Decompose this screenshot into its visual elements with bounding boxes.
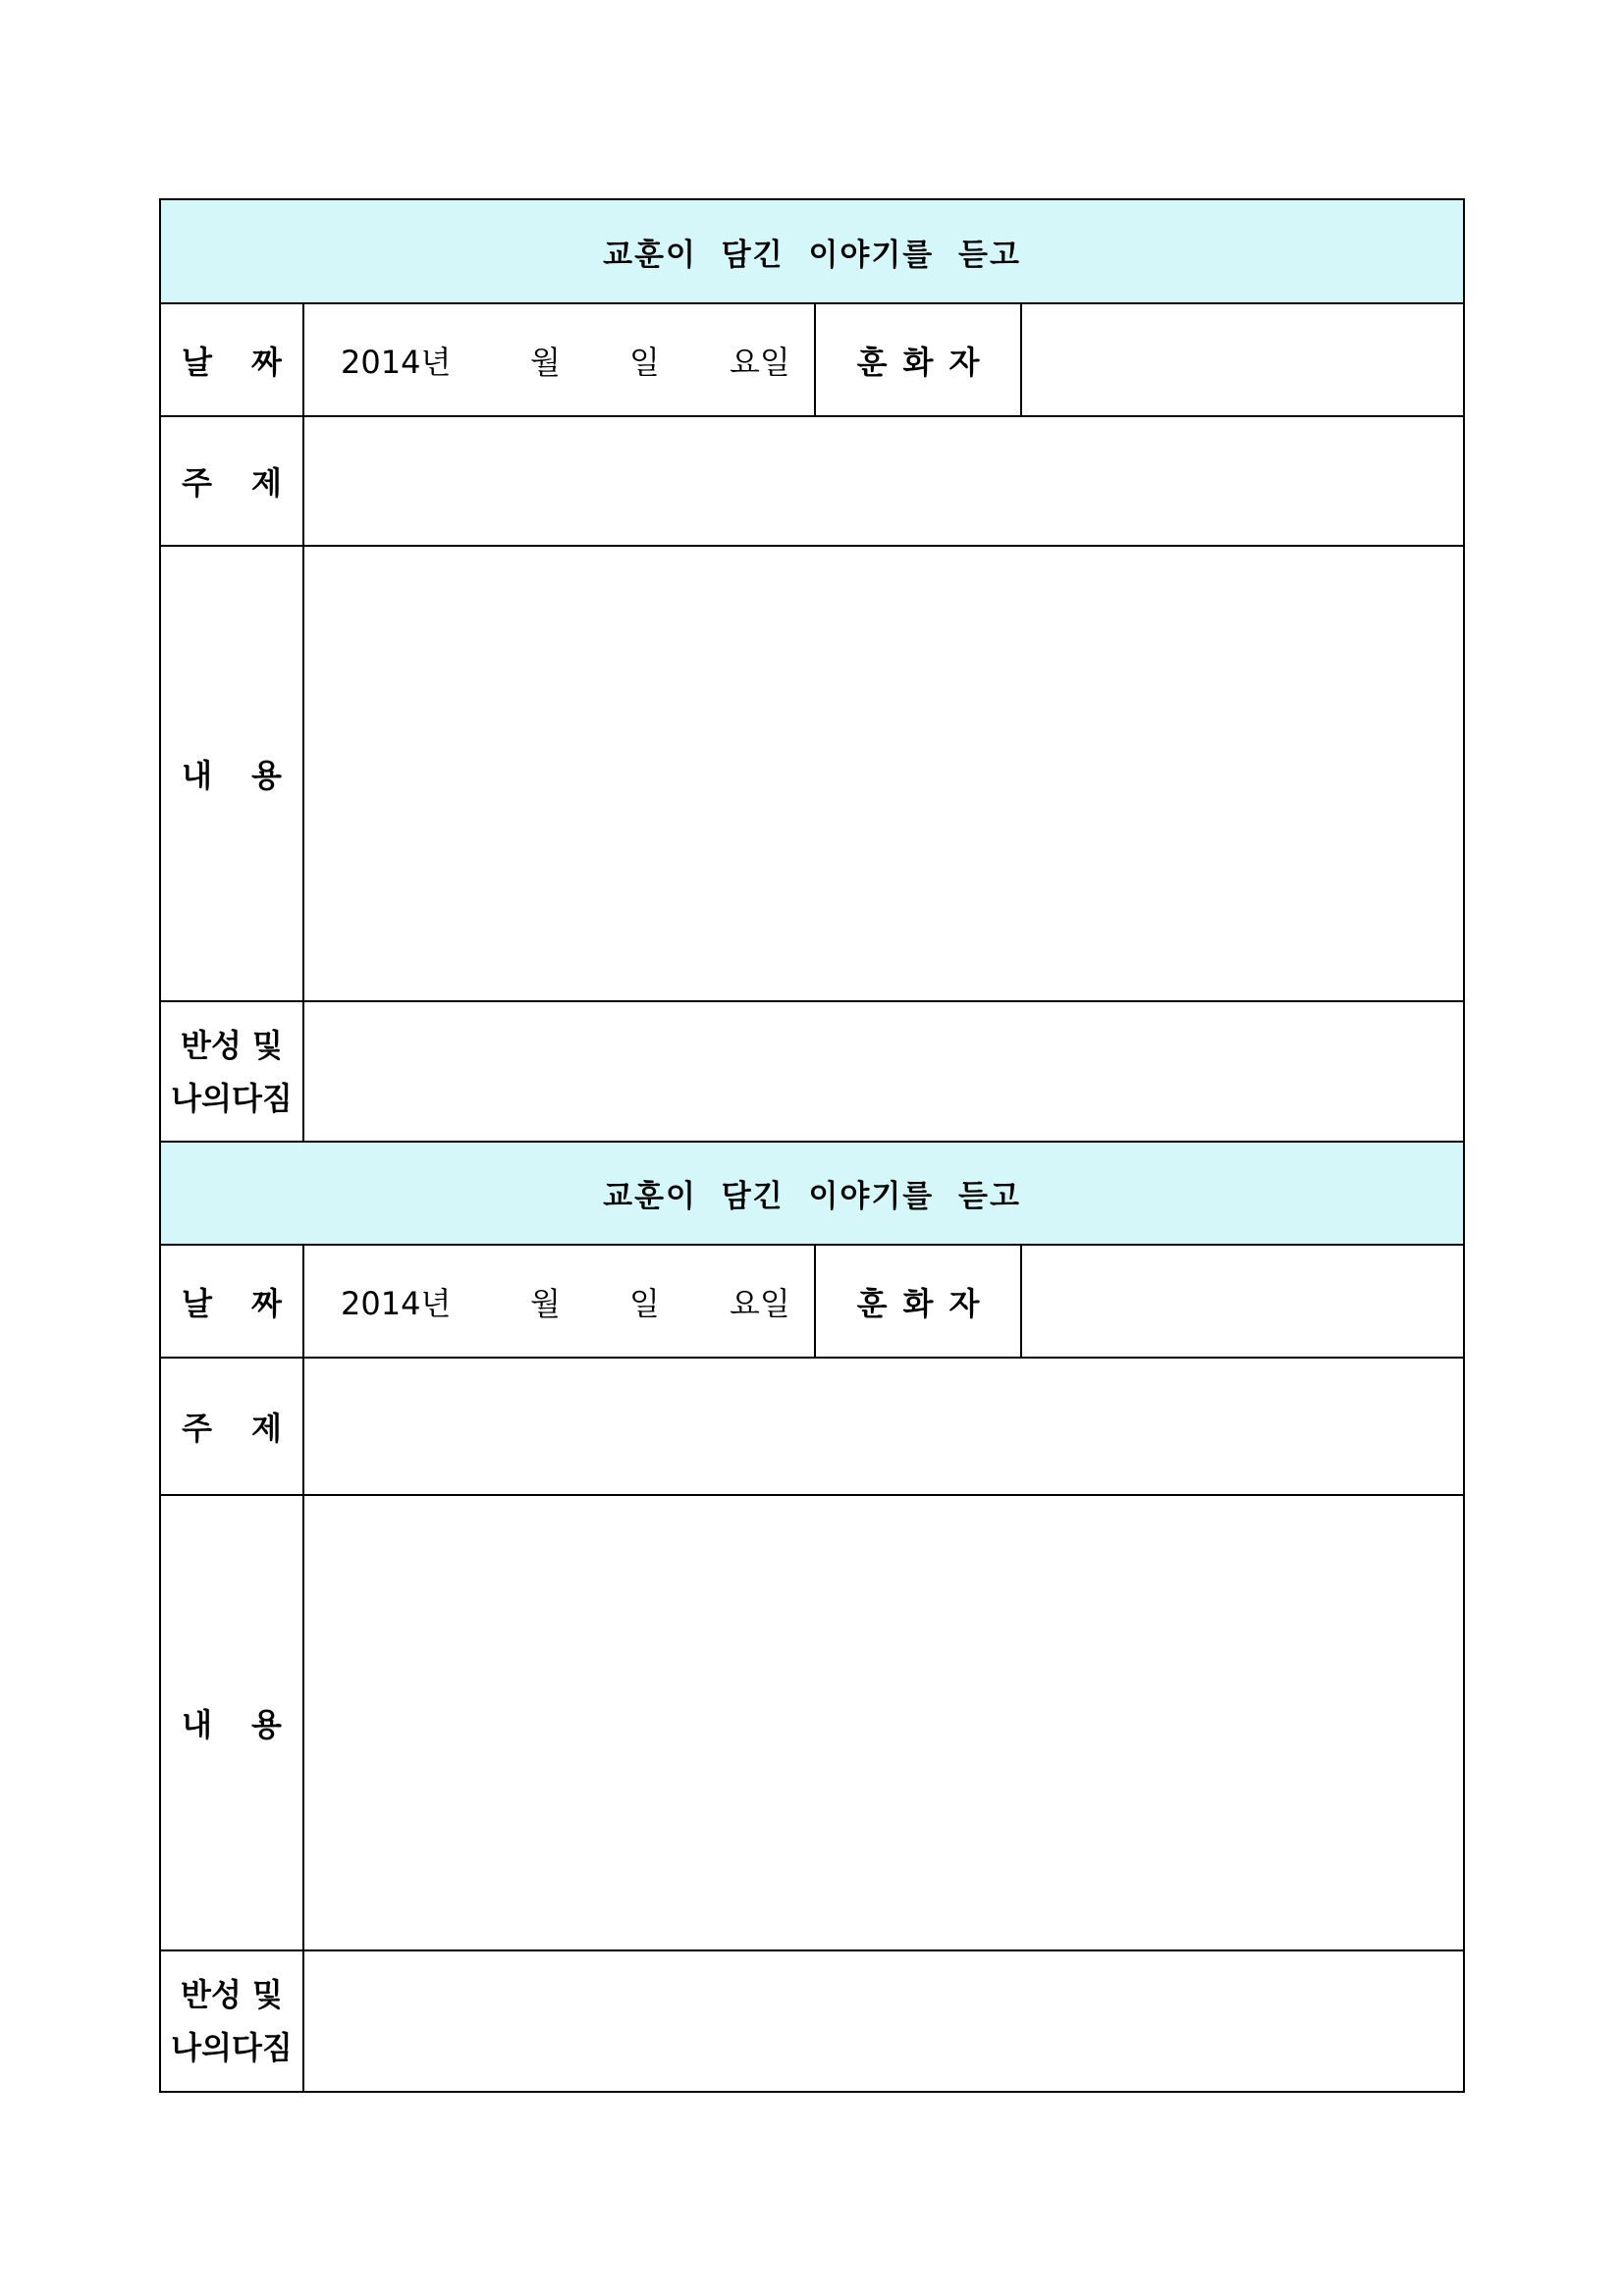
date-weekday: 요일 xyxy=(730,343,790,381)
content-field[interactable] xyxy=(303,546,1464,1001)
reflection-label: 반성 및 나의다짐 xyxy=(160,1950,303,2092)
topic-label: 주 제 xyxy=(160,1358,303,1495)
speaker-field[interactable] xyxy=(1021,1245,1464,1358)
speaker-field[interactable] xyxy=(1021,303,1464,416)
reflection-field[interactable] xyxy=(303,1950,1464,2092)
reflection-label: 반성 및 나의다짐 xyxy=(160,1001,303,1142)
topic-field[interactable] xyxy=(303,416,1464,546)
date-label: 날 짜 xyxy=(160,1245,303,1358)
date-field[interactable] xyxy=(303,303,815,416)
form-title: 교훈이 담긴 이야기를 듣고 xyxy=(160,199,1464,303)
speaker-label: 훈 화 자 xyxy=(815,1245,1021,1358)
date-day: 일 xyxy=(629,343,660,381)
story-form-2 xyxy=(159,1141,1465,2093)
topic-label: 주 제 xyxy=(160,416,303,546)
date-label: 날 짜 xyxy=(160,303,303,416)
story-form-1 xyxy=(159,198,1465,1143)
date-weekday: 요일 xyxy=(730,1284,790,1322)
reflection-field[interactable] xyxy=(303,1001,1464,1142)
form-title: 교훈이 담긴 이야기를 듣고 xyxy=(160,1142,1464,1245)
content-field[interactable] xyxy=(303,1495,1464,1950)
date-field[interactable] xyxy=(303,1245,815,1358)
date-month: 월 xyxy=(530,343,561,381)
content-label: 내 용 xyxy=(160,546,303,1001)
date-day: 일 xyxy=(629,1284,660,1322)
date-year: 2014년 xyxy=(341,343,452,381)
date-year: 2014년 xyxy=(341,1284,452,1322)
date-month: 월 xyxy=(530,1284,561,1322)
speaker-label: 훈 화 자 xyxy=(815,303,1021,416)
content-label: 내 용 xyxy=(160,1495,303,1950)
topic-field[interactable] xyxy=(303,1358,1464,1495)
